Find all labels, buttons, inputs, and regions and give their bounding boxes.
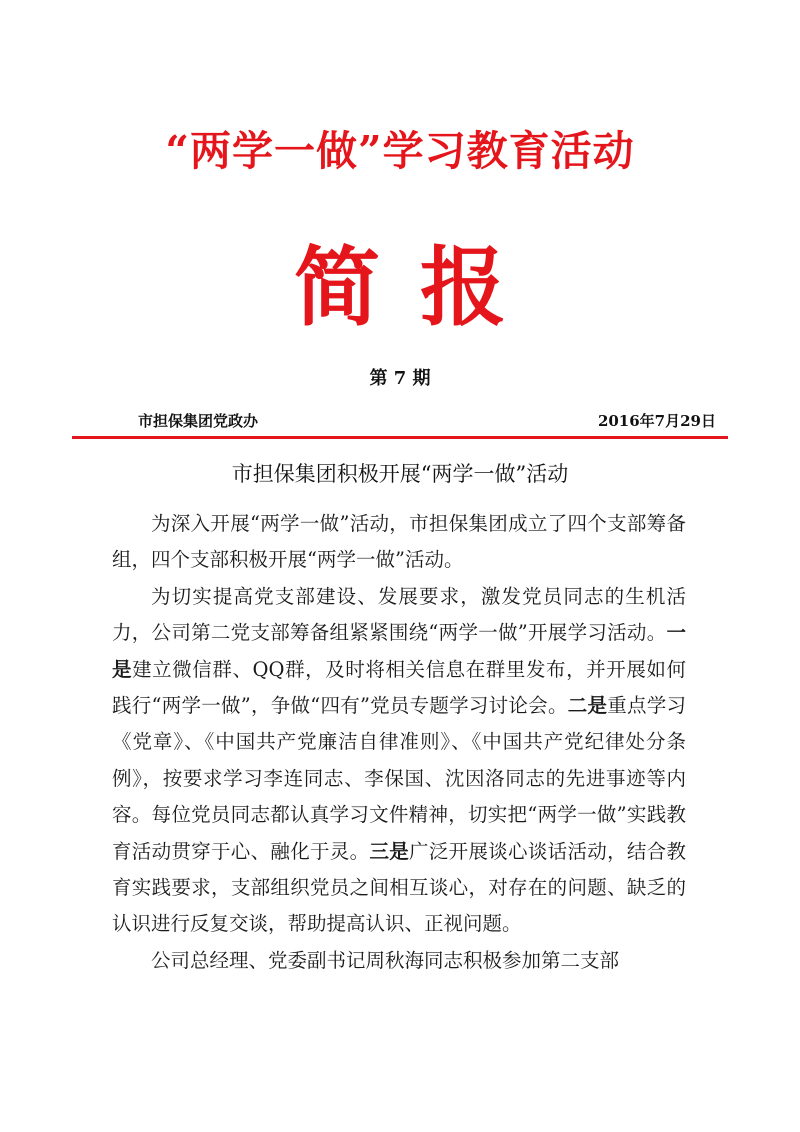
paragraph-2-text-d: 广泛开展谈心谈话活动，结合教育实践要求，支部组织党员之间相互谈心，对存在的问题、缺乏的认识进行反复交谈，帮助提高认识、正视问题。	[112, 839, 686, 936]
paragraph-2-text-a: 为切实提高党支部建设、发展要求，激发党员同志的生机活力，公司第二党支部筹备组紧紧围绕“两学一做”开展学习活动。	[112, 584, 686, 645]
issue-number: 第 7 期	[369, 368, 431, 389]
paragraph-2	[112, 579, 686, 943]
marker-second: 二是	[567, 694, 608, 718]
bulletin-header-title: “两学一做”学习教育活动	[165, 127, 635, 175]
marker-first: 一是	[112, 621, 686, 681]
issue-date: 2016年7月29日	[597, 412, 716, 430]
paragraph-2-text-b: 建立微信群、QQ群，及时将相关信息在群里发布，并开展如何践行“两学一做”，争做“四有”党员专题学习讨论会。	[112, 657, 686, 718]
issuer-name: 市担保集团党政办	[138, 412, 259, 430]
paragraph-3: 公司总经理、党委副书记周秋海同志积极参加第二支部	[151, 948, 620, 972]
article-body	[112, 506, 686, 979]
red-divider-line	[72, 436, 728, 439]
bulletin-masthead: 简报	[294, 237, 546, 338]
paragraph-2-text-c: 重点学习《党章》、《中国共产党廉洁自律准则》、《中国共产党纪律处分条例》，按要求学习李连同志、李保国、沈因洛同志的先进事迹等内容。每位党员同志都认真学习文件精神，切实把“两学一做”实践教育活动贯穿于心、融化于灵。	[112, 694, 686, 863]
article-title: 市担保集团积极开展“两学一做”活动	[231, 462, 569, 486]
marker-third: 三是	[369, 839, 410, 863]
paragraph-1: 为深入开展“两学一做”活动，市担保集团成立了四个支部筹备组，四个支部积极开展“两学一做”活动。	[112, 512, 686, 572]
